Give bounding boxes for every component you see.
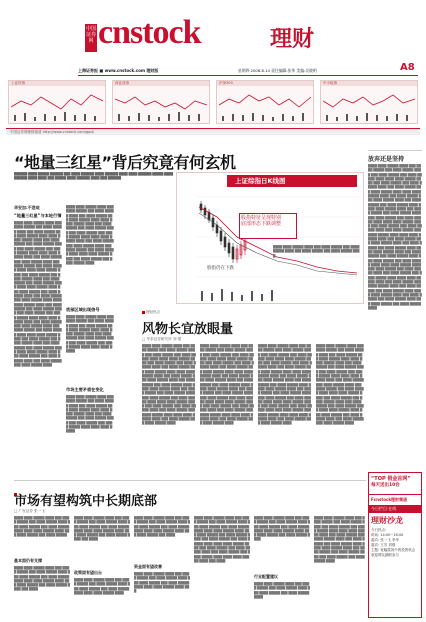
promo-lines: [369, 528, 421, 558]
mini-chart-line: [321, 87, 417, 123]
left-col-2-head-a: 底部区域出现信号: [66, 307, 100, 312]
bottom-col-4-text-a: ████ ████ █████ ████ ███ ████ █████ ███ ████ █████ ████ ███ ████ █████ ███ ████ █████ ████ ████ ████ █████ ████ ███ ████ █████ ███ ████ █████ ████ ███ ████ █████ ███ ████ █████ ████ ████ ████ █████ ████ ███ ████ █████ ███ ████ █████ ████ ███ ████ █████ ███ ████ █████ ████ ████ ████ █████ ████ ███ ████: [194, 516, 250, 563]
info-bar: [78, 68, 418, 76]
bottom-col-4: [194, 516, 250, 618]
headline-title: “地量三红星”背后究竟有何玄机: [14, 153, 236, 172]
middle-col-3: ████ ████ █████ ████ ███ ████ █████ ███ ████ █████ ████ ███ ████ █████ ███ ████ █████ ████ ████ ████ █████ ████ ███ ████ █████ ███ ████ █████ ████ ███ ████ █████ ███ ████ █████ ████ ████ ████ █████ ████ ███ ████ █████ ███ ████ █████ ████ ███ ████ █████ ███ ████ █████ ████ ████ ████ █████ ████ ███ ████ █████ ███ ████ █████ ████ ███ ████ █████ ███ ████ █████ ████ ████ ████ █████ ████ ███ ████ █████ ███ ████ █████ ████ ███ ████ █████ ███ ████ █████ ████ ████ ████ █████ ████ ███ ████ █████ ███ ████ █████ ████: [258, 344, 312, 426]
bottom-col-5: [254, 516, 310, 618]
right-column-text: ████ ████ █████ ████ ███ ████ █████ ███ ████ █████ ████ ███ ████ █████ ███ ████ █████ ████ ████ ████ █████ ████ ███ ████ █████ ███ ████ █████ ████ ███ ████ █████ ███ ████ █████ ████ ████ ████ █████ ████ ███ ████ █████ ███ ████ █████ ████ ███ ████ █████ ███ ████ █████ ████ ████ ████ █████ ████ ███ ████ █████ ███ ████ █████ ████ ███ ████ █████ ███ ████ █████ ████ ████ ████ █████ ████ ███ ████ █████ ███ ████ █████ ████ ███ ████ █████ ███ ████ █████ ████ ████ ████ █████ ████ ███ ████ █████ ███ ████ █████ ████ ███ ████ █████ ███ ████ █████ ████ ████ ████ █████ ████ ███ ████ █████ ███ ████ █████ ████ ███ ████ █████ ███ ████ █████ ████ ████ ████ █████ ████ ███ ████ █████ ███ ████ █████ ████ ███ ████ █████ ███ ████ █████ ████ ████ ████ █████ ████ ███ ████ █████ ███ ████ █████ ████ ███ ████ █████ ███ ████ █████ ████ ████ ████ █████ ████ ███ ████ █████ ███ ████ █████ ████ ███ ████ █████ ███ ████ █████ ████: [368, 164, 422, 310]
promo-line: 欢迎网友踊跃参与: [371, 553, 399, 557]
bottom-divider: [14, 480, 366, 481]
promo-subtitle: 每天送出10台: [371, 483, 400, 488]
page-number: A8: [400, 62, 415, 73]
left-col-1-head-b: “地量三红星”与本轮行情: [14, 213, 62, 218]
info-line: 上海证券报 ■ www.cnstock.com 理财版: [78, 68, 159, 73]
date-line: 星期四 2008.8.14 责任编辑:张华 美编:吴晓明: [238, 68, 317, 73]
promo-line: 主题: 宽幅震荡中的投资机会: [371, 548, 416, 552]
bottom-col-3-text-a: ████ ████ █████ ████ ███ ████ █████ ███ ████ █████ ████ ███ ████ █████ ███ ████ █████ ████ ████ ████ █████ ████ ███ ████ █████ ███ ████: [134, 516, 190, 538]
middle-article: [118, 310, 366, 475]
middle-col-1: ████ ████ █████ ████ ███ ████ █████ ███ ████ █████ ████ ███ ████ █████ ███ ████ █████ ████ ████ ████ █████ ████ ███ ████ █████ ███ ████ █████ ████ ███ ████ █████ ███ ████ █████ ████ ████ ████ █████ ████ ███ ████ █████ ███ ████ █████ ████ ███ ████ █████ ███ ████ █████ ████ ████ ████ █████ ████ ███ ████ █████ ███ ████ █████ ████ ███ ████ █████ ███ ████ █████ ████ ████ ████ █████ ████ ███ ████ █████ ███ ████ █████ ████ ███ ████ █████ ███ ████ █████ ████ ████ ████ █████ ████ ███ ████ █████ ███ ████ █████ ████: [142, 344, 196, 426]
left-col-2-text-b: ████ ████ █████ ████ ███ ████ █████ ███ ████ █████ ████ ███ ████ █████ ███ ████ █████ ████ ████ ████ █████ ████ ███ ████ █████ ███ ████ █████ ████ ███ ████ █████ ███ ████ █████ ████ ████ ████ █████: [66, 315, 114, 354]
promo-big: 理财沙龙: [371, 516, 403, 525]
bottom-col-3: [134, 516, 190, 618]
right-column-rule: [368, 150, 422, 151]
bottom-col-3-text-b: ████ ████ █████ ████ ███ ████ █████ ███ ████ █████ ████ ███ ████ █████ ███ ████ █████ ████ ████ ████ █████ ████ ███: [134, 572, 190, 594]
bottom-article: [14, 482, 366, 620]
middle-section-label-text: 理财热点: [146, 310, 160, 314]
left-col-2-text-c: ████ ████ █████ ████ ███ ████ █████ ███ ████ █████ ████ ███ ████ █████ ███ ████ █████ ████ ████ ████ █████ ████ ███ ████ █████ ███ ████ █████ ████ ███ ████ █████ ███ ████ █████ ████ ████ ████ █████: [66, 395, 114, 434]
bottom-col-6: [314, 516, 366, 618]
right-column-title: 放弃还是坚持: [368, 156, 405, 163]
kline-caption: ████ ████ █████ ████ ███ ████ █████ ███ ████ █████ ████ ███ ████ █████ ███ ████ █████ ████: [273, 245, 360, 258]
right-column: [368, 150, 422, 470]
promo-title: “TOP 假金首网”: [371, 476, 411, 482]
promo-box[interactable]: [368, 472, 422, 618]
kline-chart: [176, 172, 364, 304]
left-col-2-head-b: 市场主要矛盾在变化: [66, 387, 104, 392]
promo-line: 今日热点:: [371, 528, 387, 532]
promo-line: 时间: 14:00~16:00: [371, 533, 404, 537]
left-col-1-head-a: 华安加:不悲观: [14, 205, 40, 210]
mini-chart-title: 中小板指: [321, 81, 417, 86]
logo-cnstock: cnstock: [98, 14, 201, 51]
bottom-head-4: 行业配置建议: [254, 574, 278, 579]
kline-note-text: 股指特征呈现特别 底部形态下跌调整: [241, 215, 282, 227]
kline-note-box: [239, 213, 297, 239]
mini-chart: [112, 80, 210, 124]
bottom-subtitle: □ 广发证券 张一飞: [14, 509, 45, 513]
promo-line: 嘉宾: 王芳 刘强: [371, 543, 396, 547]
bottom-head-3: 资金面有望改善: [134, 564, 162, 569]
bottom-col-1-text-b: ████ ████ █████ ████ ███ ████ █████ ███ ████ █████ ████ ███ ████ █████ ███ ████ █████ ████ ████ ████ █████ ████ ███ ████ █████ ███ ████ █████ ████ ███ ████: [14, 566, 70, 592]
mini-chart-line: [217, 87, 313, 123]
mini-chart-title: 沪深300: [217, 81, 313, 86]
kline-note-label: 股指仍在下跌: [207, 266, 234, 271]
bottom-col-2: [74, 516, 130, 618]
bottom-col-5-text-b: ████ ████ █████ ████ ███ ████ █████ ███ ████ █████ ████ ███ ████ █████ ███ ████ █████ ████: [254, 582, 310, 599]
bottom-col-2-text-a: ████ ████ █████ ████ ███ ████ █████ ███ ████ █████ ████ ███ ████ █████ ███ ████ █████ ████ ████ ████ █████ ████ ███ ████ █████ ███ ████ █████ ████ ███ ████: [74, 516, 130, 542]
bottom-col-5-text-a: ████ ████ █████ ████ ███ ████ █████ ███ ████ █████ ████ ███ ████ █████ ███ ████ █████ ████ ████ ████ █████ ████ ███ ████ █████ ███ ████ █████ ████: [254, 516, 310, 542]
bottom-col-6-text-a: ████ ████ █████ ████ ███ ████ █████ ███ ████ █████ ████ ███ ████ █████ ███ ████ █████ ████ ████ ████ █████ ████ ███ ████ █████ ███ ████ █████ ████ ███ ████ █████ ███ ████ █████ ████ ████ ████ █████ ████ ███ ████ █████ ███ ████ █████ ████ ███ ████ █████ ███ ████ █████ ████: [314, 516, 365, 563]
promo-top: [369, 473, 421, 495]
middle-section-label: [142, 310, 160, 315]
sub-header-left: 中国证券网理财频道 http://www.cnstock.com/gpd/: [10, 130, 94, 134]
mini-chart-title: 深证成指: [113, 81, 209, 86]
middle-col-4: ████ ████ █████ ████ ███ ████ █████ ███ ████ █████ ████ ███ ████ █████ ███ ████ █████ ████ ████ ████ █████ ████ ███ ████ █████ ███ ████ █████ ████ ███ ████ █████ ███ ████ █████ ████ ████ ████ █████ ████ ███ ████ █████ ███ ████ █████ ████ ███ ████ █████ ███ ████ █████ ████ ████ ████ █████ ████ ███ ████ █████ ███ ████ █████ ████ ███ ████ █████ ███ ████ █████ ████ ████ ████ █████ ████ ███ ████ █████ ███ ████ █████ ████ ███ ████ █████ ███ ████ █████ ████: [316, 344, 364, 426]
mini-chart-line: [9, 87, 105, 123]
bottom-head-1: 基本面仍有支撑: [14, 558, 42, 563]
mini-chart-title: 上证综指: [9, 81, 105, 86]
promo-line: 嘉宾: 张一飞 李华: [371, 538, 399, 542]
left-col-2: [66, 205, 114, 475]
bottom-col-1-text-a: ████ ████ █████ ████ ███ ████ █████ ███ ████ █████ ████ ███ ████ █████ ███ ████ █████ ████ ████ ████ █████ ████ ███ ████ █████ ███ ████ █████: [14, 516, 70, 538]
bottom-col-2-text-b: ████ ████ █████ ████ ███ ████ █████ ███ ████ █████ ████ ███ ████ █████ ███ ████ █████ ████ ████ ████ █████ ████: [74, 578, 130, 595]
logo-section: 理财: [270, 27, 315, 52]
promo-date-bar: 今日栏目·在线: [369, 505, 421, 513]
promo-label: Fcnstock理财频道: [371, 497, 408, 502]
middle-subtitle: □ 华泰证券研究所 刘 强: [142, 337, 182, 341]
left-col-1-text: ████ ████ █████ ████ ███ ████ █████ ███ ████ █████ ████ ███ ████ █████ ███ ████ █████ ████ ████ ████ █████ ████ ███ ████ █████ ███ ████ █████ ████ ███ ████ █████ ███ ████ █████ ████ ████ ████ █████ ████ ███ ████ █████ ███ ████ █████ ████ ███ ████ █████ ███ ████ █████ ████ ████ ████ █████ ████ ███ ████ █████ ███ ████ █████ ████ ███ ████ █████ ███ ████ █████ ████ ████ ████ █████ ████ ███ ████ █████ ███ ████ █████ ████ ███ ████ █████ ███ ████ █████ ████ ████ ████ █████ ████ ███ ████ █████ ███ ████ █████ ████ ███ ████ █████ ███ ████ █████ ████ ████ ████ █████ ████ ███ ████ █████ ███ ████ █████ ████ ███ ████ █████ ███ ████ █████ ████ ████ ████ █████ ████ ███ ████ █████ ███ ████ █████ ████ ███ ████ █████ ███ ████ █████ ████ ████ ████ █████ ████ ███ ████ █████ ███ ████ █████ ████ ███ ████ █████ ███ ████ █████ ████: [14, 221, 62, 367]
mini-chart: [8, 80, 106, 124]
left-col-2-text-a: ████ ████ █████ ████ ███ ████ █████ ███ ████ █████ ████ ███ ████ █████ ███ ████ █████ ████ ████ ████ █████ ████ ███ ████ █████ ███ ████ █████ ████ ███ ████ █████ ███ ████ █████ ████ ████ ████ █████ ████ ███ ████ █████ ███ ████ █████ ████ ███ ████ █████ ███ ████ █████ ████ ████ ████ █████ ████ ███ ████ █████ ███ ████ █████ ████: [66, 205, 114, 265]
logo-mark: 中国证券网: [85, 24, 97, 52]
mini-chart: [320, 80, 418, 124]
bottom-col-1: [14, 516, 70, 618]
middle-title: 风物长宜放眼量: [142, 322, 234, 337]
lead-text: ██████ ████ █████ ██████ ███ ████ ██████ ████ ██████ ████ ████ ██████ █████ ████ ██████ ████ ████ ███ █████ ████ ██████ ████ ███ ██████: [14, 172, 173, 181]
bottom-head-2: 政策面有望出台: [74, 570, 102, 575]
mini-charts: [8, 80, 420, 126]
kline-chart-title: 上证综指日K线图: [227, 175, 357, 187]
left-col-1: [14, 205, 62, 475]
mini-chart: [216, 80, 314, 124]
middle-col-2: ████ ████ █████ ████ ███ ████ █████ ███ ████ █████ ████ ███ ████ █████ ███ ████ █████ ████ ████ ████ █████ ████ ███ ████ █████ ███ ████ █████ ████ ███ ████ █████ ███ ████ █████ ████ ████ ████ █████ ████ ███ ████ █████ ███ ████ █████ ████ ███ ████ █████ ███ ████ █████ ████ ████ ████ █████ ████ ███ ████ █████ ███ ████ █████ ████ ███ ████ █████ ███ ████ █████ ████ ████ ████ █████ ████ ███ ████ █████ ███ ████ █████ ████ ███ ████ █████ ███ ████ █████ ████ ████ ████ █████ ████ ███ ████ █████ ███ ████ █████ ████: [200, 344, 254, 426]
sub-header: [6, 128, 420, 135]
bottom-title: 市场有望构筑中长期底部: [14, 494, 158, 509]
mini-chart-line: [113, 87, 209, 123]
